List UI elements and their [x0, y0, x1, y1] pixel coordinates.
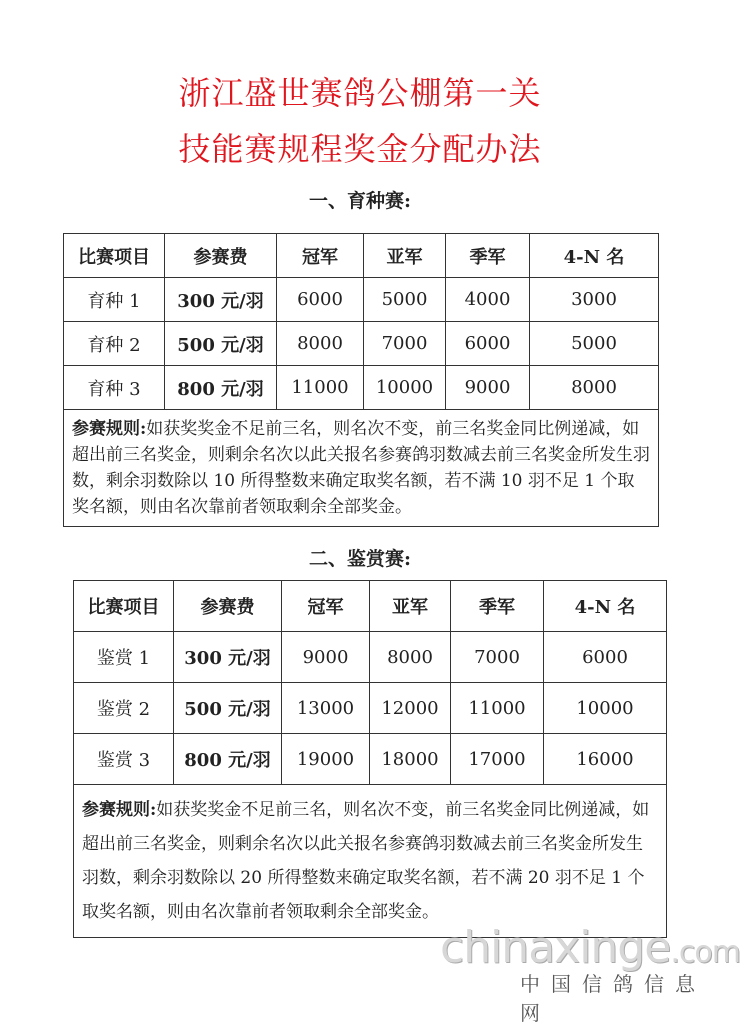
rules-label: 参赛规则: [72, 419, 147, 439]
fee-cell: 500 元/羽 [165, 322, 277, 366]
table-header-row [64, 234, 659, 278]
column-header: 亚军 [370, 581, 451, 632]
column-header: 亚军 [364, 234, 446, 278]
item-cell: 鉴赏 1 [74, 632, 174, 683]
rules-row [74, 785, 667, 938]
table-row [74, 683, 667, 734]
column-header: 季军 [446, 234, 530, 278]
first-prize-cell: 9000 [282, 632, 370, 683]
document-title-line2: 技能赛规程奖金分配办法 [178, 130, 542, 168]
fee-cell: 800 元/羽 [174, 734, 282, 785]
second-prize-cell: 8000 [370, 632, 451, 683]
table-row [74, 734, 667, 785]
section-heading-breeding: 一、育种赛: [308, 190, 411, 212]
fee-cell: 300 元/羽 [174, 632, 282, 683]
fee-cell: 300 元/羽 [165, 278, 277, 322]
table-row [64, 322, 659, 366]
fee-cell: 800 元/羽 [165, 366, 277, 410]
rest-prize-cell: 3000 [530, 278, 659, 322]
rules-cell [74, 785, 667, 938]
watermark-domain-suffix: .com [670, 935, 740, 970]
rest-prize-cell: 16000 [544, 734, 667, 785]
column-header: 4-N 名 [544, 581, 667, 632]
second-prize-cell: 18000 [370, 734, 451, 785]
watermark-domain-main: chinaxinge [440, 922, 671, 973]
item-cell: 鉴赏 3 [74, 734, 174, 785]
column-header: 参赛费 [174, 581, 282, 632]
third-prize-cell: 4000 [446, 278, 530, 322]
table-row [64, 366, 659, 410]
column-header: 比赛项目 [74, 581, 174, 632]
first-prize-cell: 8000 [277, 322, 364, 366]
second-prize-cell: 12000 [370, 683, 451, 734]
column-header: 冠军 [277, 234, 364, 278]
rules-label: 参赛规则: [82, 800, 157, 820]
third-prize-cell: 17000 [451, 734, 544, 785]
breeding-prize-table [63, 233, 659, 527]
rest-prize-cell: 5000 [530, 322, 659, 366]
column-header: 季军 [451, 581, 544, 632]
second-prize-cell: 5000 [364, 278, 446, 322]
third-prize-cell: 9000 [446, 366, 530, 410]
third-prize-cell: 7000 [451, 632, 544, 683]
first-prize-cell: 13000 [282, 683, 370, 734]
first-prize-cell: 11000 [277, 366, 364, 410]
item-cell: 鉴赏 2 [74, 683, 174, 734]
column-header: 比赛项目 [64, 234, 165, 278]
watermark-domain [440, 922, 740, 973]
second-prize-cell: 10000 [364, 366, 446, 410]
item-cell: 育种 1 [64, 278, 165, 322]
rules-row [64, 410, 659, 527]
column-header: 冠军 [282, 581, 370, 632]
second-prize-cell: 7000 [364, 322, 446, 366]
column-header: 4-N 名 [530, 234, 659, 278]
section-heading-appreciation: 二、鉴赏赛: [308, 548, 411, 570]
first-prize-cell: 6000 [277, 278, 364, 322]
rules-text: 如获奖奖金不足前三名，则名次不变，前三名奖金同比例递减，如超出前三名奖金，则剩余名次以此关报名参赛鸽羽数减去前三名奖金所发生羽数，剩余羽数除以 10 所得整数来确定取奖名额，若不满 10 羽不足 1 个取奖名额，则由名次靠前者领取剩余全部奖金。 [72, 419, 650, 517]
fee-cell: 500 元/羽 [174, 683, 282, 734]
appreciation-prize-table [73, 580, 667, 938]
table-header-row [74, 581, 667, 632]
document-title-line1: 浙江盛世赛鸽公棚第一关 [178, 74, 542, 112]
rest-prize-cell: 8000 [530, 366, 659, 410]
first-prize-cell: 19000 [282, 734, 370, 785]
third-prize-cell: 11000 [451, 683, 544, 734]
table-row [64, 278, 659, 322]
item-cell: 育种 3 [64, 366, 165, 410]
rest-prize-cell: 10000 [544, 683, 667, 734]
column-header: 参赛费 [165, 234, 277, 278]
watermark-site-name: 中国信鸽信息网 [520, 972, 706, 1025]
table-row [74, 632, 667, 683]
rest-prize-cell: 6000 [544, 632, 667, 683]
rules-cell [64, 410, 659, 527]
third-prize-cell: 6000 [446, 322, 530, 366]
item-cell: 育种 2 [64, 322, 165, 366]
rules-text: 如获奖奖金不足前三名，则名次不变，前三名奖金同比例递减，如超出前三名奖金，则剩余名次以此关报名参赛鸽羽数减去前三名奖金所发生羽数，剩余羽数除以 20 所得整数来确定取奖名额，若不满 20 羽不足 1 个取奖名额，则由名次靠前者领取剩余全部奖金。 [82, 800, 650, 922]
